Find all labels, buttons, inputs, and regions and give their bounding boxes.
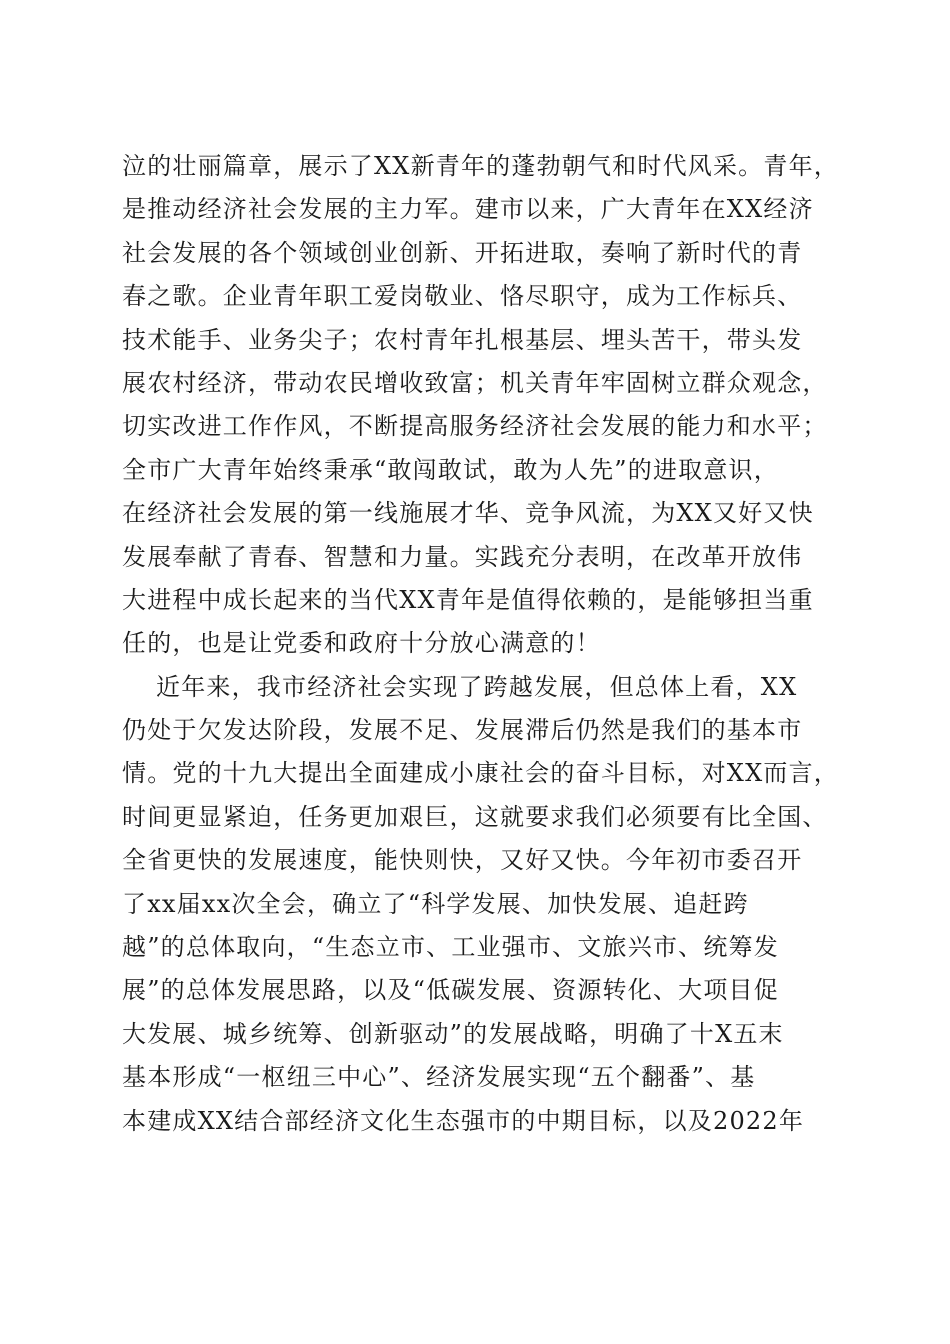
text-line: 切实改进工作作风，不断提高服务经济社会发展的能力和水平；: [122, 412, 828, 441]
text-line: 春之歌。企业青年职工爱岗敬业、恪尽职守，成为工作标兵、: [122, 282, 803, 311]
text-line: 情。党的十九大提出全面建成小康社会的奋斗目标，对XX而言，: [122, 759, 839, 788]
text-line: 时间更显紧迫，任务更加艰巨，这就要求我们必须要有比全国、: [122, 802, 828, 831]
paragraph-1: [122, 145, 842, 666]
text-line: 全市广大青年始终秉承“敢闯敢试，敢为人先”的进取意识，: [122, 455, 779, 484]
text-line: 在经济社会发展的第一线施展才华、竞争风流，为XX又好又快: [122, 499, 814, 528]
text-line: 展”的总体发展思路，以及“低碳发展、资源转化、大项目促: [122, 976, 779, 1005]
text-line: 近年来，我市经济社会实现了跨越发展，但总体上看，XX: [156, 672, 798, 701]
text-line: 大发展、城乡统筹、创新驱动”的发展战略，明确了十X五末: [122, 1019, 784, 1048]
text-line: 技术能手、业务尖子；农村青年扎根基层、埋头苦干，带头发: [122, 325, 803, 354]
text-line: 了xx届xx次全会，确立了“科学发展、加快发展、追赶跨: [122, 889, 749, 918]
text-line: 本建成XX结合部经济文化生态强市的中期目标，以及2022年: [122, 1106, 805, 1135]
text-line: 展农村经济，带动农民增收致富；机关青年牢固树立群众观念，: [122, 368, 828, 397]
text-line: 泣的壮丽篇章，展示了XX新青年的蓬勃朝气和时代风采。青年，: [122, 152, 839, 180]
body-text: [122, 145, 842, 1143]
text-line: 越”的总体取向，“生态立市、工业强市、文旅兴市、统筹发: [122, 933, 779, 962]
text-line: 任的，也是让党委和政府十分放心满意的！: [122, 629, 601, 658]
text-line: 是推动经济社会发展的主力军。建市以来，广大青年在XX经济: [122, 195, 814, 224]
text-line: 全省更快的发展速度，能快则快，又好又快。今年初市委召开: [122, 846, 803, 875]
text-line: 基本形成“一枢纽三中心”、经济发展实现“五个翻番”、基: [122, 1063, 756, 1092]
text-line: 社会发展的各个领域创业创新、开拓进取，奏响了新时代的青: [122, 238, 803, 267]
paragraph-2: [122, 666, 842, 1143]
text-line: 发展奉献了青春、智慧和力量。实践充分表明，在改革开放伟: [122, 542, 803, 571]
text-line: 大进程中成长起来的当代XX青年是值得依赖的，是能够担当重: [122, 585, 814, 614]
text-line: 仍处于欠发达阶段，发展不足、发展滞后仍然是我们的基本市: [122, 716, 803, 745]
